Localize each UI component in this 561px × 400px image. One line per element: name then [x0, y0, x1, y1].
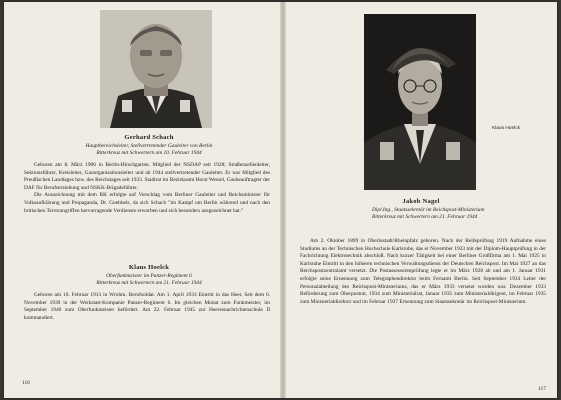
paragraph: Geboren am 10. Februar 1913 in Wrohm. Berufsoldat. Am 1. April 1933 Eintritt in das Heer. Seit dem 6. November 1939 in der Werkstatt-Kompanie Panzer-Regiment 6. Im gleichen Monat zum Funkmeister, im September 1940 zum Oberfunkmeister befördert. Am 22. Februar 1945 zur Heeresnachrichtenschule II kommandiert. [24, 292, 270, 321]
paragraph: Am 2. Oktober 1899 in Oberlustadt/Rheinpfalz geboren. Nach der Reifeprüfung 1919 Aufnahme eines Studiums an der Technischen Hochschule Karlsruhe, das er November 1923 mit der Diplom-Hauptprüfung in der Fachrichtung Elektrotechnik abschloß. Nach kurzer Tätigkeit bei einer Berliner Großfirma am 1. Mai 1925 in Karlsruhe Eintritt in den höheren technischen Verwaltungsdienst der Deutschen Reichspost. Im Mai 1927 an das Reichspostzentralamt versetzt. Die Postassessorenprüfung legte er im März 1928 ab und am 1. Januar 1931 erfolgte seine Ernennung zum Telegraphendirektor beim Fernamt Berlin. Seit September 1934 Leiter der Personalabteilung des Reichspost-Ministeriums, das er März 1933 versetzt worden war. Dezember 1933 Beförderung zum Oberpostrat, 1934 zum Ministerialrat, Januar 1935 zum Ministerialdirigent, im Februar 1935 zum Ministerialdirektor und im Februar 1937 Ernennung zum Staatssekretär im Reichspost-Ministerium. [300, 238, 546, 305]
name-klaus-hoelck: Klaus Hoelck [128, 264, 170, 271]
portrait-illustration [100, 10, 212, 128]
book-spread [4, 2, 557, 398]
page-number-left: 116 [22, 380, 30, 386]
rank-klaus-hoelck-2: Ritterkreuz mit Schwertern am 21. Februar 1944 [96, 280, 202, 286]
paragraph: Geboren am 8. März 1906 in Berlin-Hirschgarten. Mitglied der NSDAP seit 1928; Straßenzellenleiter, Sektionsführer, Kreisleiter, Gauorganisationsleiter und ab 1944 stellvertretender Gauleiter. Er war Mitglied des Preußischen Landtages bzw. des Reichstages seit 1933. Stadtrat im Bezirksamt Horst Wessel, Gaubeauftragter der DAF für Berufserziehung und NSKK-Brigadeführer. [24, 162, 270, 191]
rank-gerhard-schach-2: Ritterkreuz mit Schwertern am 10. Februar 1944 [96, 150, 202, 156]
rank-jakob-nagel-2: Ritterkreuz mit Schwertern am 21. Februar 1944 [372, 214, 478, 220]
right-page [286, 2, 557, 398]
page-number-right: 117 [538, 386, 546, 392]
portrait-photo-gerhard-schach [100, 10, 212, 128]
name-jakob-nagel: Jakob Nagel [402, 198, 440, 205]
body-gerhard-schach [24, 162, 270, 215]
body-klaus-hoelck [24, 292, 270, 322]
left-page [4, 2, 280, 398]
rank-gerhard-schach-1: Hauptbereichsleiter, Stellvertretender Gauleiter von Berlin [85, 143, 213, 149]
body-jakob-nagel [300, 238, 546, 306]
rank-jakob-nagel-1: Dipl.Ing., Staatssekretär im Reichspost-Ministerium [372, 207, 485, 213]
portrait-caption: Klaus Hoelck [492, 126, 520, 131]
portrait-photo-jakob-nagel [364, 14, 476, 190]
name-gerhard-schach: Gerhard Schach [124, 134, 174, 141]
portrait-illustration [364, 14, 476, 190]
rank-klaus-hoelck-1: Oberfunkmeister im Panzer-Regiment 6 [106, 273, 192, 279]
paragraph: Die Auszeichnung mit dem RK erfolgte auf Vorschlag vom Berliner Gauleiter und Reichsminister für Volksaufklärung und Propaganda, Dr. Goebbels, da sich Schach "im Kampf um Berlin während und nach den britischen Terrorangriffen hervorragende Verdienste erworben und sich besonders ausgezeichnet hat." [24, 192, 270, 214]
